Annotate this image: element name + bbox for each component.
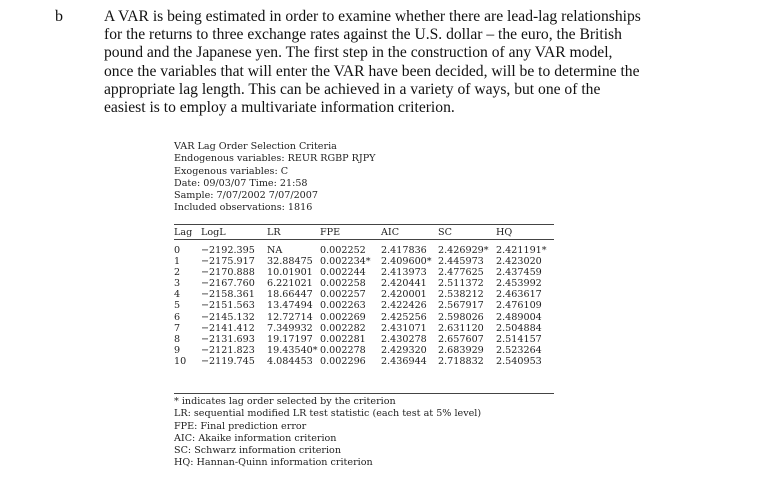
table-cell: 2.425256 — [381, 311, 427, 323]
table-cell: 4.084453 — [267, 355, 313, 367]
output-date: Date: 09/03/07 Time: 21:58 — [174, 177, 308, 189]
table-cell: 2.421191* — [496, 245, 547, 256]
question-paragraph — [104, 8, 674, 117]
table-cell: −2192.395 — [201, 245, 255, 256]
output-title: VAR Lag Order Selection Criteria — [174, 141, 337, 152]
paragraph-line: pound and the Japanese yen. The first step in the construction of any VAR model, — [104, 44, 613, 62]
table-cell: 0.002296 — [320, 355, 366, 367]
table-cell: 2.463617 — [496, 289, 542, 301]
table-cell: 32.88475 — [267, 256, 313, 268]
table-cell: 9 — [174, 344, 181, 356]
note-line: LR: sequential modified LR test statistic (each test at 5% level) — [174, 408, 482, 420]
table-cell: 0.002258 — [320, 278, 366, 290]
table-cell: 7 — [174, 322, 181, 334]
note-line: AIC: Akaike information criterion — [174, 432, 337, 444]
table-cell: 18.66447 — [267, 289, 313, 301]
table-cell: NA — [267, 245, 283, 256]
table-cell: 4 — [174, 289, 181, 301]
paragraph-line: appropriate lag length. This can be achieved in a variety of ways, but one of the — [104, 80, 601, 98]
table-cell: 2.523264 — [496, 344, 542, 356]
table-cell: −2119.745 — [201, 355, 255, 367]
paragraph-line: for the returns to three exchange rates against the U.S. dollar – the euro, the British — [104, 26, 622, 44]
table-cell: 19.43540* — [267, 344, 318, 356]
note-line: FPE: Final prediction error — [174, 420, 307, 432]
table-cell: 12.72714 — [267, 311, 313, 323]
table-cell: 2.430278 — [381, 333, 427, 345]
note-line: * indicates lag order selected by the criterion — [174, 396, 396, 407]
table-cell: 2.417836 — [381, 245, 427, 256]
table-row — [174, 356, 554, 367]
table-cell: 0.002278 — [320, 344, 366, 356]
table-cell: 2.413973 — [381, 267, 427, 279]
note-line: HQ: Hannan-Quinn information criterion — [174, 457, 373, 469]
table-cell: 2.409600* — [381, 256, 432, 268]
table-cell: −2167.760 — [201, 278, 255, 290]
table-row — [174, 334, 554, 345]
table-cell: 0.002252 — [320, 245, 366, 256]
table-cell: 2.538212 — [438, 289, 484, 301]
table-cell: 2.420441 — [381, 278, 427, 290]
table-cell: 2.540953 — [496, 355, 542, 367]
table-cell: −2121.823 — [201, 344, 255, 356]
column-header: LR — [267, 225, 320, 240]
table-cell: 2.453992 — [496, 278, 542, 290]
table-cell: 6.221021 — [267, 278, 313, 290]
table-cell: 7.349932 — [267, 322, 313, 334]
table-cell: 2.657607 — [438, 333, 484, 345]
table-cell: −2175.917 — [201, 256, 255, 268]
table-cell: −2170.888 — [201, 267, 255, 279]
table-cell: 0.002281 — [320, 333, 366, 345]
column-header: FPE — [320, 225, 381, 240]
table-cell: 2.489004 — [496, 311, 542, 323]
table-cell: 2 — [174, 267, 181, 279]
table-cell: 2.718832 — [438, 355, 484, 367]
table-cell: 2.477625 — [438, 267, 484, 279]
column-header: SC — [438, 225, 496, 240]
table-cell: −2158.361 — [201, 289, 255, 301]
paragraph-line: easiest is to employ a multivariate information criterion. — [104, 99, 455, 117]
table-cell: 13.47494 — [267, 300, 313, 312]
table-header-row — [174, 225, 554, 240]
table-cell: 1 — [174, 256, 181, 268]
output-endogenous: Endogenous variables: REUR RGBP RJPY — [174, 153, 376, 165]
table-cell: −2145.132 — [201, 311, 255, 323]
table-cell: 2.437459 — [496, 267, 542, 279]
table-cell: 2.445973 — [438, 256, 484, 268]
table-cell: 2.429320 — [381, 344, 427, 356]
output-observations: Included observations: 1816 — [174, 202, 313, 214]
table-cell: 3 — [174, 278, 181, 290]
table-row — [174, 289, 554, 300]
table-row — [174, 256, 554, 267]
table-row — [174, 240, 554, 257]
table-cell: 2.631120 — [438, 322, 484, 334]
table-cell: 2.436944 — [381, 355, 427, 367]
table-row — [174, 300, 554, 311]
column-header: Lag — [174, 225, 201, 240]
table-cell: 0.002257 — [320, 289, 366, 301]
output-exogenous: Exogenous variables: C — [174, 165, 289, 177]
table-cell: −2151.563 — [201, 300, 255, 312]
table-body — [174, 240, 554, 368]
table-cell: 2.683929 — [438, 344, 484, 356]
table-cell: −2131.693 — [201, 333, 255, 345]
table-cell: 0.002263 — [320, 300, 366, 312]
table-cell: 10 — [174, 355, 187, 367]
table-cell: 2.567917 — [438, 300, 484, 312]
var-lag-output — [174, 141, 554, 469]
table-cell: 0 — [174, 245, 181, 256]
table-cell: 2.431071 — [381, 322, 427, 334]
table-cell: 0.002282 — [320, 322, 366, 334]
table-cell: 2.423020 — [496, 256, 542, 268]
table-row — [174, 278, 554, 289]
output-sample: Sample: 7/07/2002 7/07/2007 — [174, 190, 318, 202]
table-row — [174, 323, 554, 334]
table-cell: 19.17197 — [267, 333, 313, 345]
table-cell: 2.504884 — [496, 322, 542, 334]
column-header: AIC — [381, 225, 438, 240]
table-cell: 0.002269 — [320, 311, 366, 323]
table-cell: 2.514157 — [496, 333, 542, 345]
table-cell: 2.426929* — [438, 245, 489, 256]
table-cell: 2.476109 — [496, 300, 542, 312]
question-label: b — [55, 8, 63, 25]
paragraph-line: once the variables that will enter the VAR have been decided, will be to determine the — [104, 62, 640, 80]
column-header: LogL — [201, 225, 267, 240]
table-cell: −2141.412 — [201, 322, 255, 334]
paragraph-line: A VAR is being estimated in order to examine whether there are lead-lag relationships — [104, 8, 641, 25]
table-cell: 2.511372 — [438, 278, 484, 290]
table-row — [174, 312, 554, 323]
output-header — [174, 141, 554, 215]
table-cell: 2.420001 — [381, 289, 427, 301]
table-cell: 2.422426 — [381, 300, 427, 312]
lag-selection-table — [174, 224, 554, 367]
column-header: HQ — [496, 225, 554, 240]
table-notes — [174, 393, 554, 470]
note-line: SC: Schwarz information criterion — [174, 445, 342, 457]
table-cell: 2.598026 — [438, 311, 484, 323]
table-row — [174, 345, 554, 356]
table-cell: 0.002234* — [320, 256, 371, 268]
table-cell: 10.01901 — [267, 267, 313, 279]
table-cell: 5 — [174, 300, 181, 312]
table-cell: 8 — [174, 333, 181, 345]
table-row — [174, 267, 554, 278]
table-cell: 0.002244 — [320, 267, 366, 279]
table-cell: 6 — [174, 311, 181, 323]
